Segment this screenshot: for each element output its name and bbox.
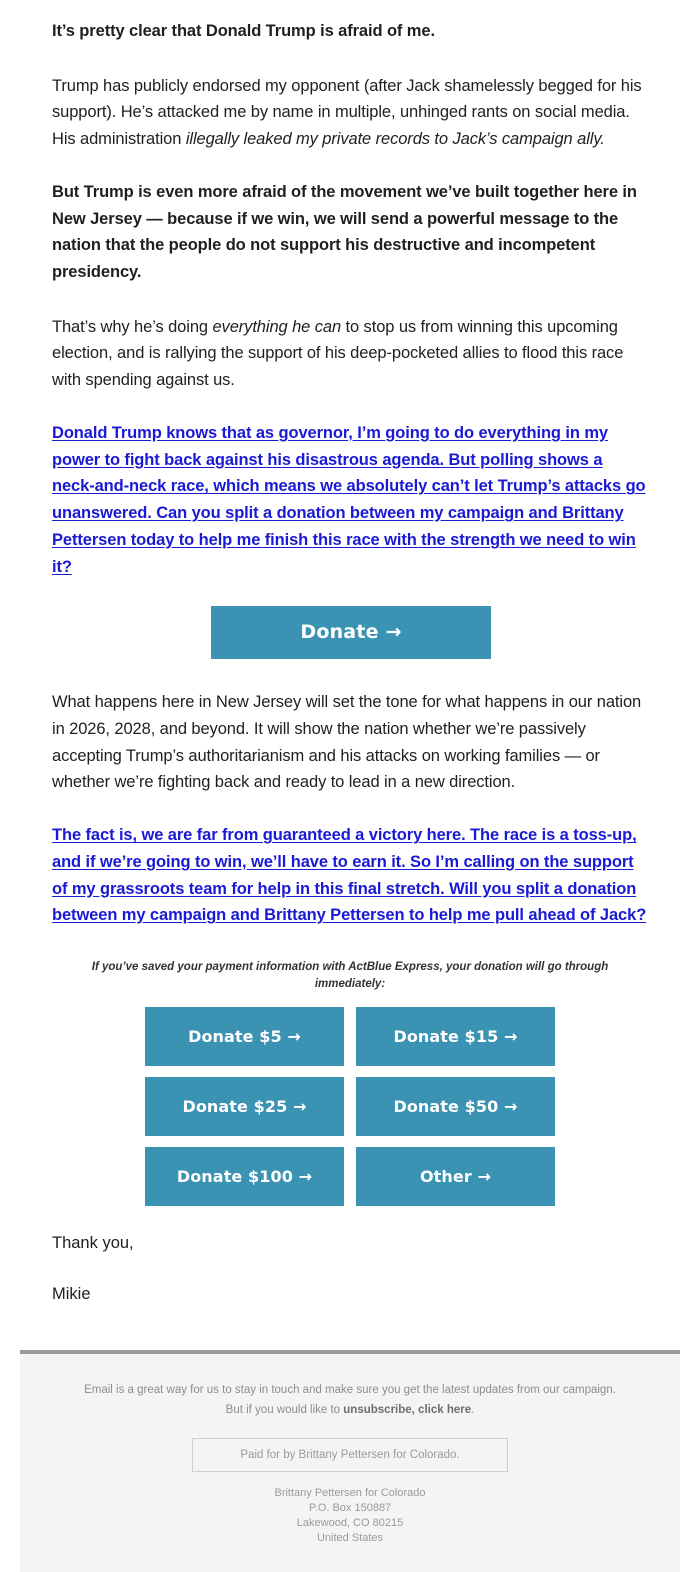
paid-for-disclosure-box: Paid for by Brittany Pettersen for Colorado. bbox=[192, 1438, 508, 1472]
address-line-city: Lakewood, CO 80215 bbox=[296, 1516, 404, 1529]
address-line-committee: Brittany Pettersen for Colorado bbox=[274, 1487, 426, 1500]
actblue-express-note: If you’ve saved your payment information with ActBlue Express, your donation will go through immediately: bbox=[91, 960, 609, 991]
paragraph-text: Trump has publicly endorsed my opponent (after Jack shamelessly begged for his support). He’s attacked me by name in multiple, unhinged rants on social media. His administration bbox=[52, 76, 642, 149]
address-line-pobox: P.O. Box 150887 bbox=[308, 1502, 392, 1514]
paragraph-movement-bold: But Trump is even more afraid of the movement we’ve built together here in New Jersey — because if we win, we will send a powerful message to the nation that the people do not support his destructive and incompetent presidency. bbox=[52, 182, 637, 282]
donate-amount-button-15[interactable]: Donate $15 → bbox=[356, 1007, 555, 1066]
paragraph-emphasis: everything he can bbox=[212, 317, 342, 336]
donation-amount-grid bbox=[145, 1007, 555, 1206]
donate-amount-button-100[interactable]: Donate $100 → bbox=[145, 1147, 344, 1206]
donate-button-main[interactable]: Donate → bbox=[211, 606, 491, 659]
main-donate-row bbox=[52, 606, 648, 659]
donate-amount-button-25[interactable]: Donate $25 → bbox=[145, 1077, 344, 1136]
ask-link-paragraph-2 bbox=[52, 822, 648, 929]
signoff-thankyou: Thank you, bbox=[52, 1234, 134, 1253]
paragraph-tone-2026: What happens here in New Jersey will set the tone for what happens in our nation in 2026, 2028, and beyond. It will show the nation whether we’re passively accepting Trump’s authoritarianism and his attacks on working families — or whether we’re fighting back and ready to lead in a new direction. bbox=[52, 693, 642, 792]
paragraph-trump-endorsement bbox=[52, 73, 648, 153]
paragraph-text: That’s why he’s doing bbox=[52, 317, 213, 336]
split-donation-link-1[interactable]: Donald Trump knows that as governor, I’m going to do everything in my power to fight back against his disastrous agenda. But polling shows a neck-and-neck race, which means we absolutely can’t let Trump’s attacks go unanswered. Can you split a donation between my campaign and Brittany Pettersen today to help me finish this race with the strength we need to win it? bbox=[52, 423, 646, 576]
footer-disclaimer-text-end: . bbox=[471, 1404, 475, 1417]
split-donation-link-2[interactable]: The fact is, we are far from guaranteed a victory here. The race is a toss-up, and if we’re going to win, we’ll have to earn it. So I’m calling on the support of my grassroots team for help in this final stretch. Will you split a donation between my campaign and Brittany Pettersen to help me pull ahead of Jack? bbox=[52, 826, 647, 925]
paragraph-spending bbox=[52, 314, 648, 394]
email-footer bbox=[20, 1350, 680, 1572]
donate-amount-button-other[interactable]: Other → bbox=[356, 1147, 555, 1206]
footer-disclaimer bbox=[80, 1380, 620, 1420]
donate-amount-button-5[interactable]: Donate $5 → bbox=[145, 1007, 344, 1066]
donate-amount-button-50[interactable]: Donate $50 → bbox=[356, 1077, 555, 1136]
signoff-name: Mikie bbox=[52, 1285, 91, 1304]
committee-address bbox=[20, 1486, 680, 1545]
paragraph-emphasis: illegally leaked my private records to Jack’s campaign ally. bbox=[185, 130, 605, 149]
ask-link-paragraph-1 bbox=[52, 420, 648, 580]
footer-disclaimer-text: Email is a great way for us to stay in touch and make sure you get the latest updates from our campaign. But if you would like to bbox=[84, 1383, 616, 1417]
content-bottom-spacer bbox=[52, 1308, 648, 1350]
unsubscribe-link[interactable]: unsubscribe, click here bbox=[343, 1404, 472, 1417]
lead-paragraph: It’s pretty clear that Donald Trump is afraid of me. bbox=[52, 22, 435, 40]
address-line-country: United States bbox=[316, 1531, 384, 1544]
paragraph-text: to stop us from winning this upcoming election, and is rallying the support of his deep-pocketed allies to flood this race with spending against us. bbox=[52, 317, 624, 390]
